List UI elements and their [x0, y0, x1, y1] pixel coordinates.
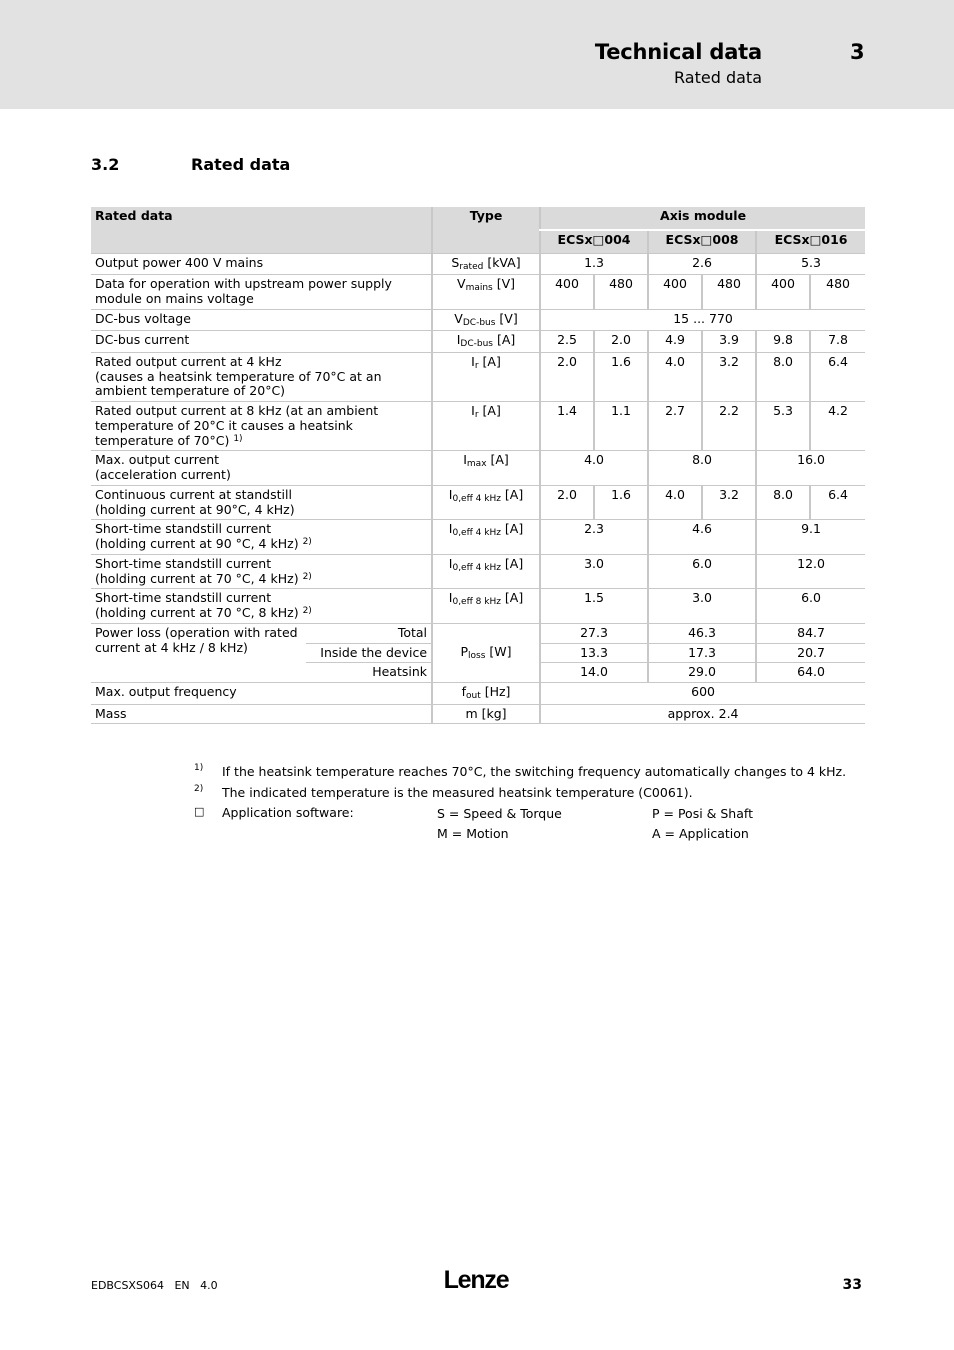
cell-value: 2.3	[540, 520, 648, 555]
square-mark: □	[194, 805, 205, 818]
table-row	[91, 402, 865, 451]
page-header	[0, 0, 954, 109]
cell-value: 64.0	[756, 663, 865, 683]
row-symbol: $I_{0,eff 8 kHz}$ [A]	[432, 589, 540, 624]
table-row	[91, 623, 865, 643]
footnote-ref: 2)	[302, 606, 312, 617]
cell-value: 8.0	[756, 485, 810, 520]
cell-value: 16.0	[756, 451, 865, 486]
cell-value: 2.6	[648, 253, 756, 275]
chapter-title: Technical data	[594, 40, 762, 64]
cell-value: 4.0	[540, 451, 648, 486]
sub-label-total: Total	[306, 623, 432, 643]
doc-lang: EN	[174, 1279, 190, 1292]
cell-value: 4.6	[648, 520, 756, 555]
cell-value: 9.1	[756, 520, 865, 555]
cell-value: 2.2	[702, 402, 756, 451]
cell-value: 8.0	[756, 352, 810, 401]
doc-version: 4.0	[200, 1279, 218, 1292]
app-option: M = Motion	[437, 826, 509, 841]
row-label: Short-time standstill current (holding current at 90 °C, 4 kHz) $^{2)}$	[91, 520, 432, 555]
row-symbol: $I_{0,eff 4 kHz}$ [A]	[432, 485, 540, 520]
table-row	[91, 704, 865, 724]
cell-value: 2.7	[648, 402, 702, 451]
cell-value: 20.7	[756, 643, 865, 663]
cell-value: 4.0	[648, 352, 702, 401]
cell-value: 3.9	[702, 331, 756, 353]
cell-value: 15 ... 770	[540, 309, 865, 331]
cell-value: 2.5	[540, 331, 594, 353]
row-symbol: $V_{mains}$ [V]	[432, 275, 540, 310]
row-label: DC-bus current	[91, 331, 432, 353]
chapter-number: 3	[850, 40, 865, 64]
page-number: 33	[842, 1277, 862, 1293]
cell-value: 400	[648, 275, 702, 310]
cell-value: 4.0	[648, 485, 702, 520]
cell-value: 14.0	[540, 663, 648, 683]
header-col-008: ECSx□008	[648, 230, 756, 253]
cell-value: 29.0	[648, 663, 756, 683]
cell-value: 6.4	[810, 485, 865, 520]
cell-value: 6.4	[810, 352, 865, 401]
footnote-ref: 1)	[233, 433, 243, 444]
cell-value: approx. 2.4	[540, 704, 865, 724]
cell-value: 8.0	[648, 451, 756, 486]
cell-value: 1.4	[540, 402, 594, 451]
cell-value: 5.3	[756, 402, 810, 451]
cell-value: 3.0	[540, 554, 648, 589]
sub-label-inside: Inside the device	[306, 643, 432, 663]
cell-value: 1.6	[594, 352, 648, 401]
row-label: Rated output current at 4 kHz (causes a heatsink temperature of 70°C at an ambient temperature of 20°C)	[91, 352, 432, 401]
footnote-ref: 2)	[302, 537, 312, 548]
logo-text: Lenze	[443, 1266, 509, 1294]
row-symbol: $I_{max}$ [A]	[432, 451, 540, 486]
cell-value: 2.0	[594, 331, 648, 353]
row-label: Rated output current at 8 kHz (at an ambient temperature of 20°C it causes a heatsink temperature of 70°C) $^{1)}$	[91, 402, 432, 451]
row-symbol: $f_{out}$ [Hz]	[432, 683, 540, 705]
row-symbol: $I_{0,eff 4 kHz}$ [A]	[432, 520, 540, 555]
row-label: Continuous current at standstill (holding current at 90°C, 4 kHz)	[91, 485, 432, 520]
cell-value: 6.0	[756, 589, 865, 624]
table-row	[91, 485, 865, 520]
row-symbol: $I_{DC-bus}$ [A]	[432, 331, 540, 353]
cell-value: 84.7	[756, 623, 865, 643]
header-rated-data: Rated data	[91, 207, 432, 253]
header-axis-module: Axis module	[540, 207, 865, 230]
cell-value: 1.3	[540, 253, 648, 275]
cell-value: 400	[540, 275, 594, 310]
cell-value: 2.0	[540, 352, 594, 401]
footnote-text: If the heatsink temperature reaches 70°C, the switching frequency automatically changes to 4 kHz.	[222, 764, 847, 779]
chapter-subtitle: Rated data	[674, 68, 762, 87]
row-label: Data for operation with upstream power supply module on mains voltage	[91, 275, 432, 310]
cell-value: 7.8	[810, 331, 865, 353]
sub-label-heatsink: Heatsink	[306, 663, 432, 683]
table-row	[91, 309, 865, 331]
cell-value: 2.0	[540, 485, 594, 520]
table-row	[91, 554, 865, 589]
table-row	[91, 451, 865, 486]
cell-value: 3.0	[648, 589, 756, 624]
lenze-logo	[436, 1266, 516, 1294]
table-row	[91, 275, 865, 310]
table-row	[91, 331, 865, 353]
app-option: A = Application	[652, 826, 749, 841]
cell-value: 480	[810, 275, 865, 310]
cell-value: 1.5	[540, 589, 648, 624]
table-row	[91, 352, 865, 401]
table-row	[91, 253, 865, 275]
app-option: P = Posi & Shaft	[652, 806, 753, 821]
cell-value: 4.9	[648, 331, 702, 353]
footnote-mark: 1)	[194, 763, 204, 773]
doc-id: EDBCSXS064	[91, 1279, 164, 1292]
cell-value: 12.0	[756, 554, 865, 589]
app-software-label: Application software:	[222, 805, 354, 820]
cell-value: 3.2	[702, 485, 756, 520]
footnote-mark: 2)	[194, 784, 204, 794]
header-type: Type	[432, 207, 540, 253]
cell-value: 27.3	[540, 623, 648, 643]
header-col-004: ECSx□004	[540, 230, 648, 253]
row-symbol: $P_{loss}$ [W]	[432, 623, 540, 682]
row-label: Power loss (operation with rated current at 4 kHz / 8 kHz)	[91, 623, 306, 682]
section-number: 3.2	[91, 155, 120, 174]
section-title: Rated data	[191, 155, 291, 174]
cell-value: 1.6	[594, 485, 648, 520]
row-label: Short-time standstill current (holding current at 70 °C, 8 kHz) $^{2)}$	[91, 589, 432, 624]
cell-value: 3.2	[702, 352, 756, 401]
cell-value: 17.3	[648, 643, 756, 663]
cell-value: 6.0	[648, 554, 756, 589]
row-symbol: $S_{rated}$ [kVA]	[432, 253, 540, 275]
row-symbol: $I_{0,eff 4 kHz}$ [A]	[432, 554, 540, 589]
footer-doc-info	[91, 1279, 218, 1292]
cell-value: 480	[702, 275, 756, 310]
cell-value: 1.1	[594, 402, 648, 451]
footnote-text: The indicated temperature is the measured heatsink temperature (C0061).	[222, 785, 693, 800]
cell-value: 5.3	[756, 253, 865, 275]
table-row	[91, 589, 865, 624]
cell-value: 4.2	[810, 402, 865, 451]
cell-value: 600	[540, 683, 865, 705]
row-symbol: m [kg]	[432, 704, 540, 724]
table-row	[91, 520, 865, 555]
row-symbol: $I_r$ [A]	[432, 402, 540, 451]
cell-value: 9.8	[756, 331, 810, 353]
footnote-ref: 2)	[302, 571, 312, 582]
cell-value: 13.3	[540, 643, 648, 663]
app-option: S = Speed & Torque	[437, 806, 562, 821]
table-header-row	[91, 207, 865, 230]
row-label: Short-time standstill current (holding current at 70 °C, 4 kHz) $^{2)}$	[91, 554, 432, 589]
cell-value: 400	[756, 275, 810, 310]
cell-value: 46.3	[648, 623, 756, 643]
row-label: Mass	[91, 704, 432, 724]
cell-value: 480	[594, 275, 648, 310]
row-label: Output power 400 V mains	[91, 253, 432, 275]
row-label: Max. output current (acceleration current)	[91, 451, 432, 486]
rated-data-table	[91, 207, 865, 724]
header-col-016: ECSx□016	[756, 230, 865, 253]
table-row	[91, 683, 865, 705]
row-symbol: $I_r$ [A]	[432, 352, 540, 401]
row-label: DC-bus voltage	[91, 309, 432, 331]
row-symbol: $V_{DC-bus}$ [V]	[432, 309, 540, 331]
row-label: Max. output frequency	[91, 683, 432, 705]
